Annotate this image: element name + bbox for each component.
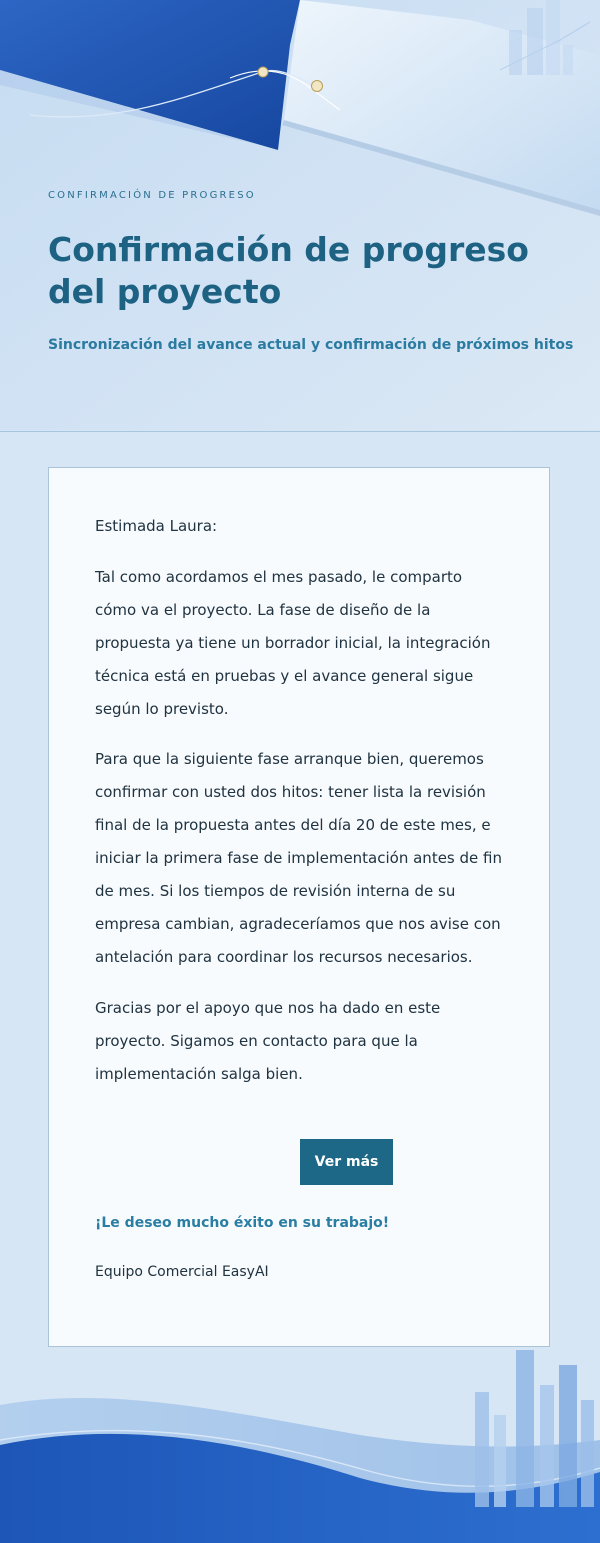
closing-line: ¡Le deseo mucho éxito en su trabajo! (95, 1215, 390, 1231)
page-title: Confirmación de progreso del proyecto (48, 230, 529, 311)
page-subtitle: Sincronización del avance actual y confirmación de próximos hitos (48, 337, 574, 353)
paragraph-milestones: Para que la siguiente fase arranque bien, queremos confirmar con usted dos hitos: tener lista la revisión final de la propuesta antes del día 20 de este mes, e iniciar la primera fase de implementación antes de fin de mes. Si los tiempos de revisión interna de su empresa cambian, agradeceríamos que nos avise con antelación para coordinar los recursos necesarios. (95, 750, 502, 966)
eyebrow-label: CONFIRMACIÓN DE PROGRESO (48, 190, 256, 201)
header-divider (0, 431, 600, 432)
signature: Equipo Comercial EasyAI (95, 1264, 269, 1280)
see-more-button[interactable]: Ver más (300, 1139, 393, 1185)
message-card (48, 467, 550, 1347)
paragraph-thanks: Gracias por el apoyo que nos ha dado en este proyecto. Sigamos en contacto para que la implementación salga bien. (95, 999, 441, 1083)
greeting: Estimada Laura: (95, 517, 218, 535)
paragraph-progress: Tal como acordamos el mes pasado, le comparto cómo va el proyecto. La fase de diseño de la propuesta ya tiene un borrador inicial, la integración técnica está en pruebas y el avance general sigue según lo previsto. (95, 568, 491, 718)
